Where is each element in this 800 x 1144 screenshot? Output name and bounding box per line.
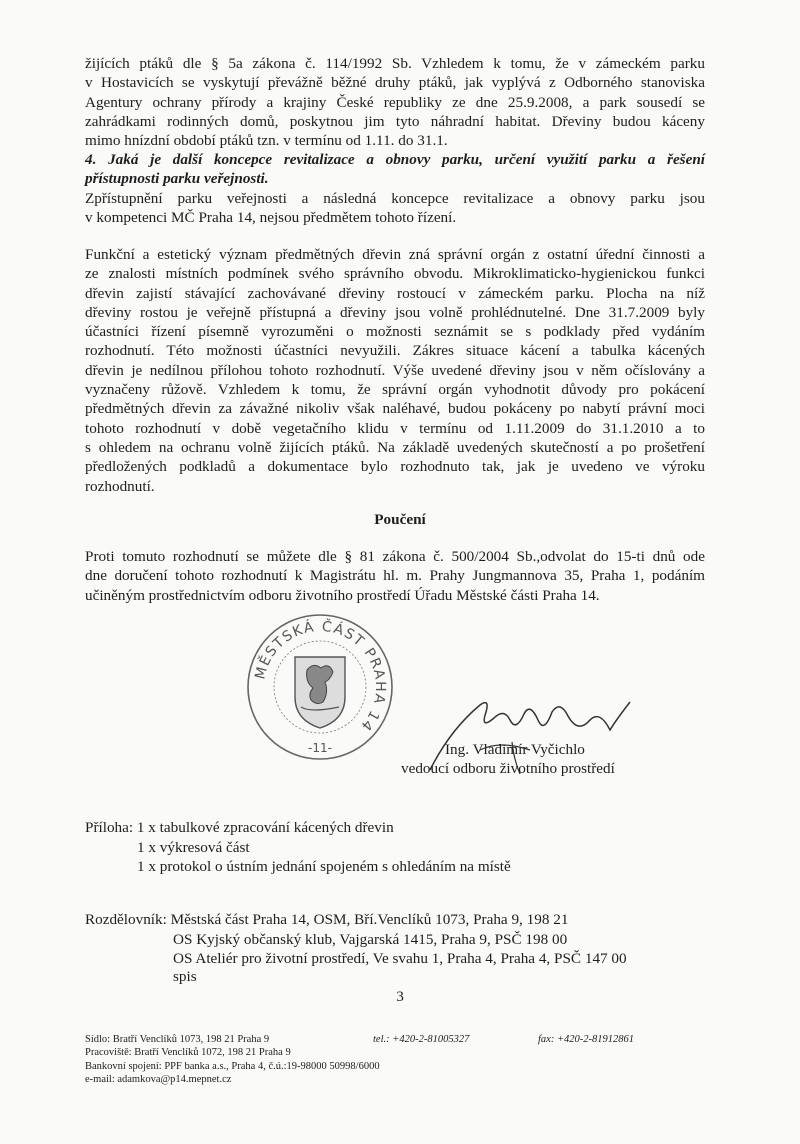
paragraph-appeal (85, 547, 705, 605)
paragraph-justification (85, 245, 705, 496)
stamp-number: -11- (308, 741, 332, 755)
text-line: učiněným prostřednictvím odboru životního prostředí Úřadu Městské části Praha 14. (85, 586, 600, 604)
distribution-item: OS Kyjský občanský klub, Vajgarská 1415, Praha 9, PSČ 198 00 (173, 930, 568, 948)
text-line: dřevin zajistí stávající zachovávané dřeviny rostoucí v zámeckém parku. Plocha na níž (85, 284, 705, 302)
text-line: s ohledem na ochranu volně žijících ptáků. Na základě uvedených skutečností a po prošetření (85, 438, 705, 456)
text-line: ze znalosti místních podmínek svého správního obvodu. Mikroklimaticko-hygienickou funkci (85, 265, 705, 283)
attachment-item: 1 x protokol o ústním jednání spojeném s ohledáním na místě (137, 858, 511, 875)
distribution-label: Rozdělovník: (85, 911, 167, 928)
footer-fax: fax: +420-2-81912861 (538, 1034, 635, 1045)
distribution-list (85, 910, 627, 985)
official-stamp (245, 612, 395, 762)
text-line: v Hostavicích se vyskytují převážně běžné druhy ptáků, jak vyplývá z Odborného stanoviska (85, 74, 705, 92)
text-line: vyznačeny růžově. Vzhledem k tomu, že správní orgán vyhodnotit důvody pro pokácení (85, 381, 705, 399)
text-line: Funkční a estetický význam předmětných dřevin zná správní orgán z ostatní úřední činnosti a (85, 246, 705, 263)
paragraph-accessibility (85, 189, 705, 228)
text-line: přístupnosti parku veřejnosti. (85, 170, 269, 188)
text-line: dřeviny rostou je veřejně přístupná a dřeviny jsou volně prohlédnutelné. Dne 31.7.2009 byly (85, 303, 705, 321)
footer-address (85, 1033, 380, 1087)
distribution-item: spis (173, 967, 197, 985)
stamp-ring-text: MĚSTSKÁ ČÁST PRAHA 14 (252, 618, 389, 735)
text-line: Zpřístupnění parku veřejnosti a následná koncepce revitalizace a obnovy parku jsou (85, 190, 705, 207)
text-line: tohoto rozhodnutí v době vegetačního klidu v termínu od 1.11.2009 do 31.1.2010 a to (85, 419, 705, 437)
text-line: Proti tomuto rozhodnutí se můžete dle § 81 zákona č. 500/2004 Sb.,odvolat do 15-ti dnů ode (85, 548, 705, 565)
text-line: předložených podkladů a dokumentace bylo rozhodnuto tak, jak je uvedeno ve výroku (85, 458, 705, 476)
text-line: předmětných dřevin za závažné nikoliv však naléhavé, budou pokáceny po nabytí právní moci (85, 400, 705, 418)
footer-workplace: Pracoviště: Bratří Venclíků 1072, 198 21 Praha 9 (85, 1047, 291, 1059)
text-line: dřevin je nedílnou přílohou tohoto rozhodnutí. Výše uvedené dřeviny jsou v něm očíslovány a (85, 361, 705, 379)
attachment-item: 1 x výkresová část (137, 838, 250, 856)
text-line: Agentury ochrany přírody a krajiny České republiky ze dne 25.9.2008, a park sousedí se (85, 93, 705, 111)
paragraph-birds (85, 54, 705, 150)
text-line: 4. Jaká je další koncepce revitalizace a obnovy parku, určení využití parku a řešení (85, 151, 705, 168)
text-line: rozhodnutí. Této možnosti účastníci nevyužili. Zákres situace kácení a tabulka kácených (85, 342, 705, 360)
section-title-pouceni: Poučení (374, 511, 426, 528)
coat-of-arms-icon (295, 657, 345, 728)
text-line: rozhodnutí. (85, 477, 155, 495)
text-line: zahrádkami rodinných domů, poskytnou jim tyto náhradní habitat. Dřeviny budou káceny (85, 112, 705, 130)
footer-seat: Sídlo: Bratří Venclíků 1073, 198 21 Praha 9 (85, 1034, 270, 1045)
text-line: v kompetenci MČ Praha 14, nejsou předmětem tohoto řízení. (85, 209, 457, 227)
attachments-label: Příloha: (85, 819, 134, 836)
text-line: dne doručení tohoto rozhodnutí k Magistrátu hl. m. Prahy Jungmannova 35, Praha 1, podáním (85, 567, 705, 585)
text-line: žijících ptáků dle § 5a zákona č. 114/1992 Sb. Vzhledem k tomu, že v zámeckém parku (85, 55, 705, 72)
text-line: účastníci řízení písemně vyrozuměni o možnosti seznámit se s podklady před vydáním (85, 323, 705, 341)
footer-bank: Bankovní spojení: PPF banka a.s., Praha 4, č.ú.:19-98000 50998/6000 (85, 1060, 380, 1072)
distribution-item: Městská část Praha 14, OSM, Bří.Venclíků 1073, Praha 9, 198 21 (170, 911, 569, 928)
signatory-name: Ing. Vladimír Vyčichlo (445, 741, 585, 758)
signatory-role: vedoucí odboru životního prostředí (401, 760, 615, 777)
page-number: 3 (396, 988, 404, 1005)
footer-phone: tel.: +420-2-81005327 (373, 1034, 470, 1045)
text-line: mimo hnízdní období ptáků tzn. v termínu od 1.11. do 31.1. (85, 132, 448, 150)
attachments-list (85, 818, 511, 877)
distribution-item: OS Ateliér pro životní prostředí, Ve svahu 1, Praha 4, Praha 4, PSČ 147 00 (173, 950, 627, 967)
footer-email: e-mail: adamkova@p14.mepnet.cz (85, 1074, 232, 1086)
question-4-heading (85, 150, 705, 189)
attachment-item: 1 x tabulkové zpracování kácených dřevin (136, 819, 394, 836)
